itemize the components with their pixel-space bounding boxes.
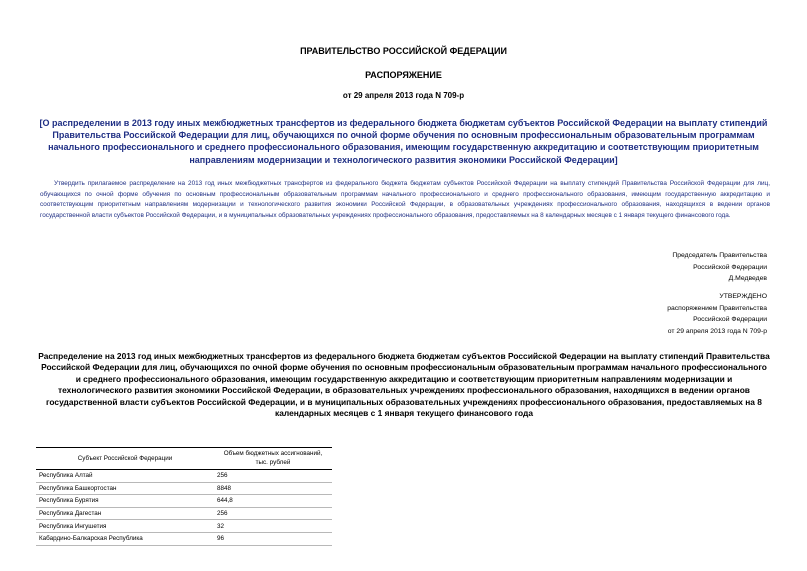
column-header-amount-line1: Объем бюджетных ассигнований,: [223, 450, 323, 457]
subject-cell: Республика Ингушетия: [36, 520, 214, 533]
column-header-subject: Субъект Российской Федерации: [36, 448, 214, 470]
approval-line: Российской Федерации: [693, 316, 767, 323]
distribution-title: Распределение на 2013 год иных межбюджетных трансфертов из федерального бюджета бюджетам субъектов Российской Федерации на выплату стипендий Правительства Российской Федерации для лиц, обучающихся по очной форме обучения по основным профессиональным образовательным программам начального профессионального и среднего профессионального образования, имеющим государственную аккредитацию и соответствующим приоритетным направлениям модернизации и технологического развития экономики Российской Федерации, в образовательных учреждениях профессионального образования, находящихся в ведении органов государственной власти субъектов Российской Федерации, и в муниципальных образовательных учреждениях профессионального образования, предоставляемых на 8 календарных месяцев с 1 января текущего финансового года: [38, 351, 770, 419]
body-paragraph: [40, 179, 770, 221]
approval-block: [667, 291, 767, 337]
signature-block: [672, 250, 767, 285]
signature-line: Д.Медведев: [728, 275, 767, 282]
document-date: от 29 апреля 2013 года N 709-р: [342, 91, 465, 100]
distribution-link[interactable]: распределение на 2013 год иных межбюджетных трансфертов из федерального бюджета бюджетам субъектов Российской Федерации на выплату стипендий Правительства Российской Федерации для лиц, обучающихся по очной форме обучения по основным профессиональным образовательным программам начального профессионального и среднего профессионального образования, имеющим государственную аккредитацию и соответствующим приоритетным направлениям модернизации и технологического развития экономики Российской Федерации, в образовательных учреждениях профессионального образования, находящихся в ведении органов государственной власти субъектов Российской Федерации, и в муниципальных образовательных учреждениях профессионального образования, предоставляемых на 8 календарных месяцев с 1 января текущего финансового года.: [40, 180, 770, 219]
amount-cell: 96: [214, 532, 332, 545]
body-lead: Утвердить прилагаемое: [54, 180, 130, 187]
amount-cell: 644,8: [214, 495, 332, 508]
table-row: [36, 495, 332, 508]
signature-line: Председатель Правительства: [672, 252, 767, 259]
amount-cell: 256: [214, 507, 332, 520]
document-type-heading: РАСПОРЯЖЕНИЕ: [365, 70, 442, 80]
subject-cell: Республика Алтай: [36, 470, 214, 483]
table-row: [36, 520, 332, 533]
government-heading: ПРАВИТЕЛЬСТВО РОССИЙСКОЙ ФЕДЕРАЦИИ: [300, 46, 507, 56]
distribution-table: [36, 447, 332, 546]
table-header-row: [36, 448, 332, 470]
subject-cell: Республика Дагестан: [36, 507, 214, 520]
table-row: [36, 507, 332, 520]
approval-line: от 29 апреля 2013 года N 709-р: [667, 327, 767, 335]
table-row: [36, 470, 332, 483]
document-title: [О распределении в 2013 году иных межбюджетных трансфертов из федерального бюджета бюджетам субъектов Российской Федерации на выплату стипендий Правительства Российской Федерации для лиц, обучающихся по очной форме обучения по основным профессиональным образовательным программам начального профессионального и среднего профессионального образования, имеющим государственную аккредитацию и соответствующим приоритетным направлениям модернизации и технологического развития экономики Российской Федерации]: [39, 118, 768, 165]
approval-line: распоряжением Правительства: [667, 304, 767, 312]
amount-cell: 8848: [214, 482, 332, 495]
subject-cell: Республика Бурятия: [36, 495, 214, 508]
signature-line: Российской Федерации: [693, 263, 767, 271]
approval-line: УТВЕРЖДЕНО: [719, 293, 767, 300]
table-row: [36, 532, 332, 545]
subject-cell: Республика Башкортостан: [36, 482, 214, 495]
amount-cell: 32: [214, 520, 332, 533]
column-header-amount: [214, 448, 332, 470]
amount-cell: 256: [214, 470, 332, 483]
column-header-amount-line2: тыс. рублей: [255, 458, 291, 466]
table-row: [36, 482, 332, 495]
subject-cell: Кабардино-Балкарская Республика: [36, 532, 214, 545]
